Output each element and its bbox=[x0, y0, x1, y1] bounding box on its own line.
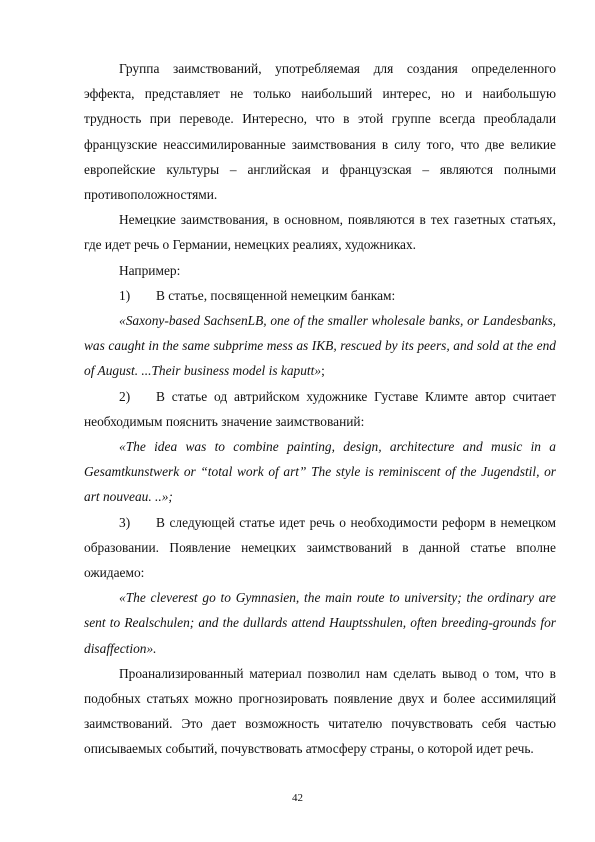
list-number: 2) bbox=[119, 388, 131, 404]
paragraph-conclusion: Проанализированный материал позволил нам сделать вывод о том, что в подобных статьях можно прогнозировать появление двух и более ассимиляций заимствований. Это дает возможность читателю почувствовать себя частью описываемых событий, почувствовать атмосферу страны, о которой идет речь. bbox=[84, 665, 556, 757]
page-number: 42 bbox=[292, 792, 303, 804]
list-item-text: В статье, посвященной немецким банкам: bbox=[156, 287, 396, 303]
list-item-text: В следующей статье идет речь о необходимости реформ в немецком образовании. Появление немецких заимствований в данной статье вполне ожидаемо: bbox=[84, 514, 556, 581]
quote-3 bbox=[84, 585, 556, 661]
list-item-1 bbox=[84, 283, 556, 308]
paragraph-german-loanwords: Немецкие заимствования, в основном, появляются в тех газетных статьях, где идет речь о Германии, немецких реалиях, художниках. bbox=[84, 212, 556, 253]
body-text bbox=[84, 56, 556, 762]
list-number: 1) bbox=[119, 287, 131, 303]
paragraph-for-example: Например: bbox=[119, 262, 181, 278]
quote-1 bbox=[84, 308, 556, 384]
list-item-2 bbox=[84, 384, 556, 434]
list-item-3 bbox=[84, 510, 556, 586]
quote-text: «Saxony-based SachsenLB, one of the smaller wholesale banks, or Landesbanks, was caught in the same subprime mess as IKB, rescued by its peers, and sold at the end of August. ...Their business model is kaputt» bbox=[84, 313, 556, 379]
quote-text: «The idea was to combine painting, design, architecture and music in a Gesamtkunstwerk or “total work of art” The style is reminiscent of the Jugendstil, or art nouveau. ..»; bbox=[84, 439, 556, 505]
quote-tail: ; bbox=[321, 363, 325, 379]
quote-text: «The cleverest go to Gymnasien, the main route to university; the ordinary are sent to Realschulen; and the dullards attend Hauptsshulen, often breeding-grounds for disaffection». bbox=[84, 590, 556, 656]
list-item-text: В статье од автрийском художнике Густаве Климте автор считает необходимым пояснить значение заимствований: bbox=[84, 388, 556, 429]
quote-2 bbox=[84, 434, 556, 510]
paragraph-loanwords-effect: Группа заимствований, употребляемая для создания определенного эффекта, представляет не только наибольший интерес, но и наибольшую трудность при переводе. Интересно, что в этой группе всегда преобладали французские неассимилированные заимствования в силу того, что две великие европейские культуры – английская и французская – являются полными противоположностями. bbox=[84, 61, 556, 203]
list-number: 3) bbox=[119, 514, 131, 530]
